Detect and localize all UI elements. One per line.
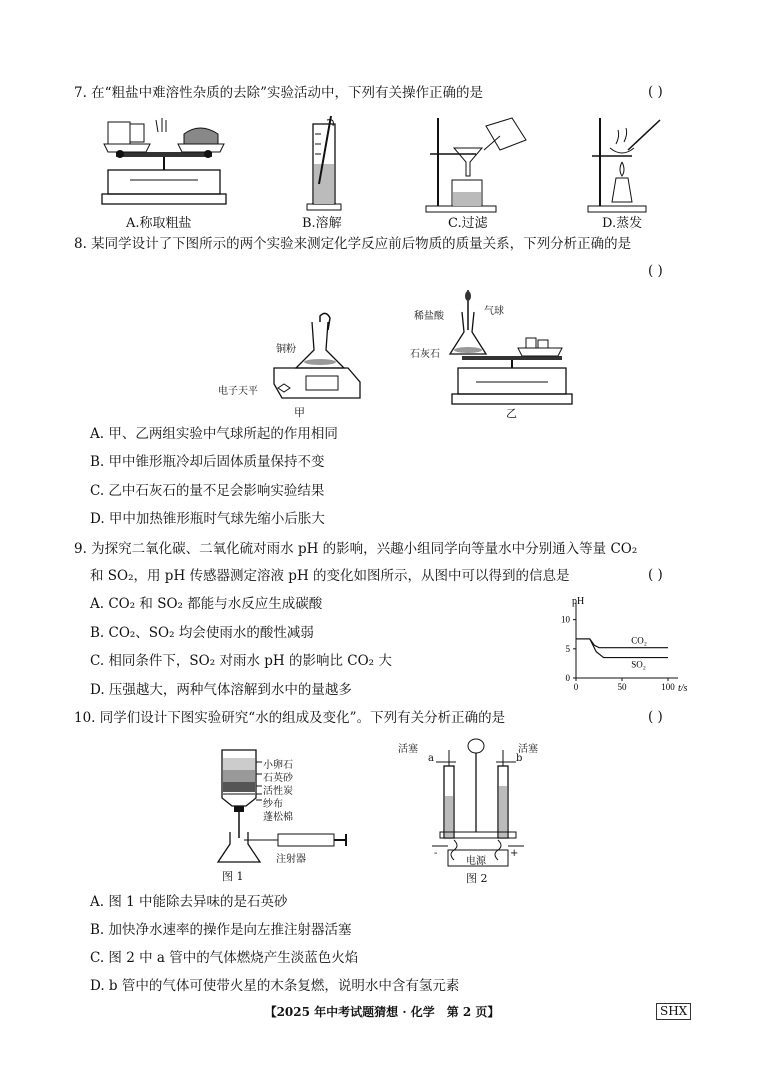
chart-ticks	[561, 615, 675, 692]
ph-line-chart	[556, 592, 702, 696]
filtration-illustration	[426, 114, 536, 214]
q8-stem: 8. 某同学设计了下图所示的两个实验来测定化学反应前后物质的质量关系，下列分析正确的是	[74, 236, 632, 252]
q8-answer-paren: ( )	[648, 263, 663, 279]
figure1-caption: 图 1	[222, 870, 244, 883]
x-tick-label: 0	[573, 682, 579, 692]
chart-x-axis-label: t/s	[678, 683, 688, 694]
q7-option-a: A.称取粗盐	[126, 216, 192, 231]
q10-option-a: A. 图 1 中能除去异味的是石英砂	[90, 894, 288, 910]
q9-stem-line1: 9. 为探究二氧化碳、二氧化硫对雨水 pH 的影响，兴趣小组同学向等量水中分别通入等量 CO₂	[74, 541, 638, 557]
x-tick-label: 50	[617, 682, 627, 692]
q7-option-d: D.蒸发	[602, 216, 643, 231]
q8-option-d: D. 甲中加热锥形瓶时气球先缩小后胀大	[90, 511, 325, 527]
series-label-so2: SO₂	[631, 659, 646, 670]
chart-lines	[576, 636, 668, 670]
q10-option-b: B. 加快净水速率的操作是向左推注射器活塞	[90, 922, 352, 938]
figure-yi-balance-with-flask	[442, 290, 582, 408]
label-syringe: 注射器	[276, 854, 306, 865]
y-tick-label: 10	[561, 614, 570, 625]
balance-illustration	[100, 112, 230, 212]
label-plus: +	[510, 848, 519, 859]
label-tube-b: b	[516, 753, 523, 764]
label-power-supply: 电源	[466, 856, 486, 867]
y-tick-label: 5	[565, 643, 570, 654]
figure-jia-electronic-balance	[268, 312, 364, 404]
q9-option-a: A. CO₂ 和 SO₂ 都能与水反应生成碳酸	[90, 596, 323, 612]
figure-jia-caption: 甲	[294, 406, 305, 419]
label-electronic-balance: 电子天平	[218, 386, 258, 397]
q9-option-d: D. 压强越大，两种气体溶解到水中的量越多	[90, 682, 352, 698]
label-dilute-hcl: 稀盐酸	[414, 311, 444, 322]
graduated-cylinder-illustration	[305, 114, 345, 212]
series-label-co2: CO₂	[631, 635, 647, 646]
label-quartz-sand: 石英砂	[263, 773, 293, 784]
label-activated-carbon: 活性炭	[263, 786, 293, 797]
q9-option-c: C. 相同条件下，SO₂ 对雨水 pH 的影响比 CO₂ 大	[90, 653, 392, 669]
label-minus: -	[434, 848, 438, 859]
label-copper-powder: 铜粉	[276, 344, 296, 355]
q9-answer-paren: ( )	[648, 567, 663, 583]
q7-option-c: C.过滤	[448, 216, 488, 231]
label-gauze: 纱布	[263, 799, 283, 810]
figure2-caption: 图 2	[466, 872, 488, 885]
label-balloon: 气球	[484, 306, 504, 317]
paper-code-badge: SHX	[656, 1003, 691, 1020]
q7-option-b: B.溶解	[302, 216, 342, 231]
chart-y-axis-label: pH	[572, 596, 585, 607]
y-tick-label: 0	[565, 673, 570, 683]
q8-option-a: A. 甲、乙两组实验中气球所起的作用相同	[90, 426, 338, 442]
q8-option-b: B. 甲中锥形瓶冷却后固体质量保持不变	[90, 454, 325, 470]
q10-stem: 10. 同学们设计下图实验研究“水的组成及变化”。下列有关分析正确的是	[74, 710, 506, 726]
q8-option-c: C. 乙中石灰石的量不足会影响实验结果	[90, 483, 325, 499]
label-tube-a: a	[428, 753, 434, 764]
figure-yi-caption: 乙	[506, 407, 517, 420]
label-limestone: 石灰石	[410, 349, 440, 360]
q9-option-b: B. CO₂、SO₂ 均会使雨水的酸性减弱	[90, 625, 314, 641]
q10-answer-paren: ( )	[648, 709, 663, 725]
label-valve-left: 活塞	[398, 744, 418, 755]
label-pebbles: 小卵石	[263, 760, 293, 771]
evaporation-illustration	[588, 114, 668, 214]
label-cotton: 蓬松棉	[263, 812, 293, 823]
q10-option-d: D. b 管中的气体可使带火星的木条复燃，说明水中含有氢元素	[90, 978, 460, 994]
label-valve-right: 活塞	[518, 744, 538, 755]
q7-stem: 7. 在“粗盐中难溶性杂质的去除”实验活动中，下列有关操作正确的是	[74, 85, 483, 101]
q10-option-c: C. 图 2 中 a 管中的气体燃烧产生淡蓝色火焰	[90, 950, 359, 966]
q9-stem-line2: 和 SO₂，用 pH 传感器测定溶液 pH 的变化如图所示，从图中可以得到的信息是	[90, 568, 570, 584]
q7-answer-paren: ( )	[648, 84, 663, 100]
page-footer: 【2025 年中考试题猜想 · 化学 第 2 页】	[264, 1005, 500, 1019]
x-tick-label: 100	[661, 682, 675, 692]
